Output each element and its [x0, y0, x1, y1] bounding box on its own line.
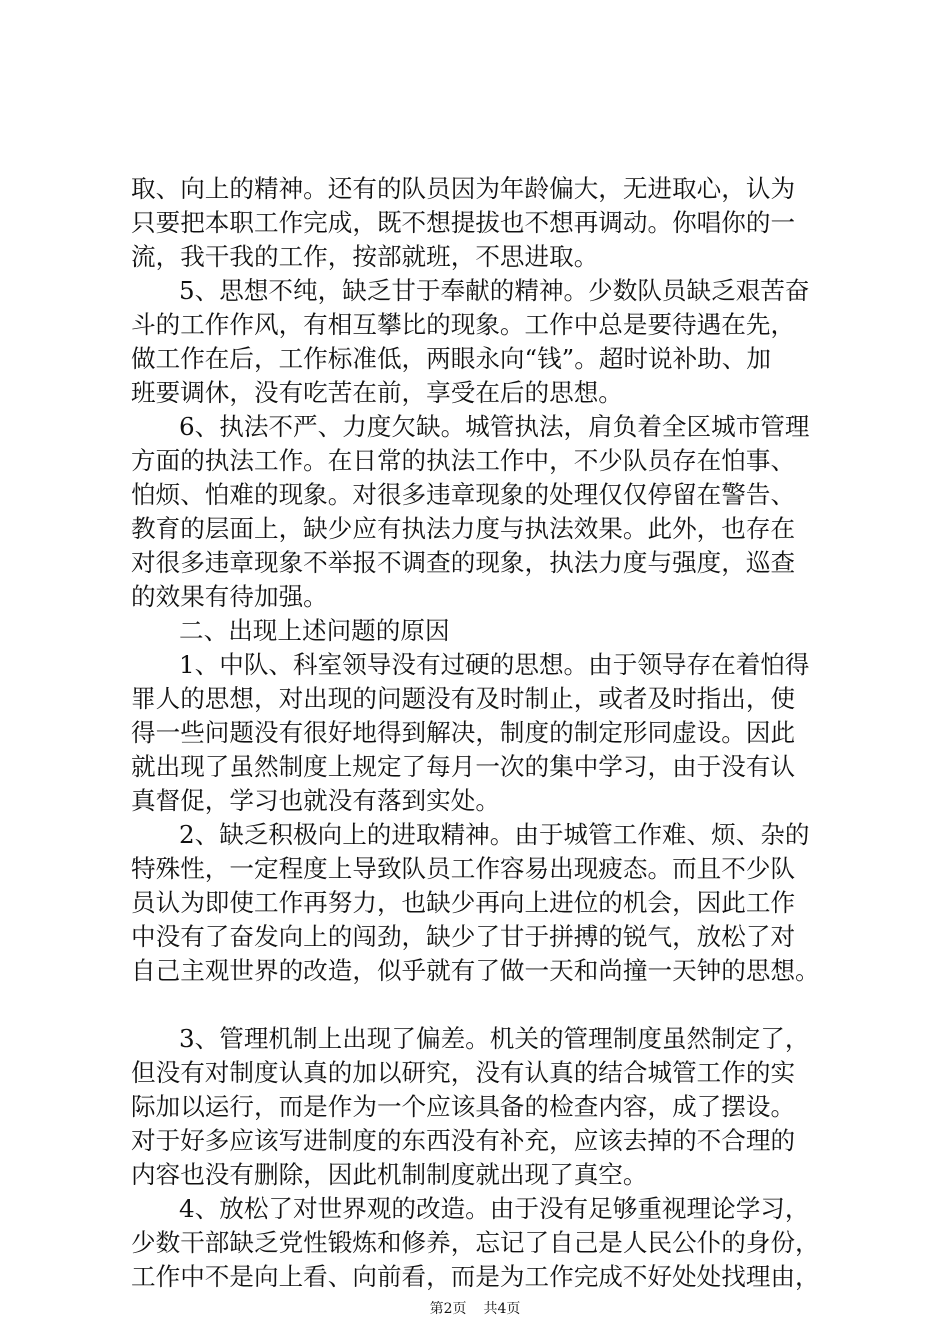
text-line: 工作中不是向上看、向前看，而是为工作完成不好处处找理由， [131, 1262, 820, 1291]
text-line: 5、思想不纯，缺乏甘于奉献的精神。少数队员缺乏艰苦奋 [179, 276, 810, 305]
text-line: 但没有对制度认真的加以研究，没有认真的结合城管工作的实 [131, 1058, 796, 1087]
text-line: 中没有了奋发向上的闯劲，缺少了甘于拼搏的锐气，放松了对 [131, 922, 796, 951]
text-line: 2、缺乏积极向上的进取精神。由于城管工作难、烦、杂的 [179, 820, 810, 849]
text-line: 内容也没有删除，因此机制制度就出现了真空。 [131, 1160, 648, 1189]
text-line: 斗的工作作风，有相互攀比的现象。工作中总是要待遇在先， [131, 310, 796, 339]
text-line: 得一些问题没有很好地得到解决，制度的制定形同虚设。因此 [131, 718, 796, 747]
text-line: 流，我干我的工作，按部就班，不思进取。 [131, 242, 599, 271]
text-line: 取、向上的精神。还有的队员因为年龄偏大，无进取心，认为 [131, 174, 796, 203]
document-body [131, 172, 831, 1294]
text-line: 做工作在后，工作标准低，两眼永向“钱”。超时说补助、加 [131, 344, 771, 373]
text-line: 员认为即使工作再努力，也缺少再向上进位的机会，因此工作 [131, 888, 796, 917]
page-number: 第2页 [429, 1301, 467, 1317]
text-line: 1、中队、科室领导没有过硬的思想。由于领导存在着怕得 [179, 650, 810, 679]
text-line: 罪人的思想，对出现的问题没有及时制止，或者及时指出，使 [131, 684, 796, 713]
page-total: 共4页 [483, 1301, 521, 1317]
text-line: 3、管理机制上出现了偏差。机关的管理制度虽然制定了， [179, 1024, 810, 1053]
text-line: 对于好多应该写进制度的东西没有补充，应该去掉的不合理的 [131, 1126, 796, 1155]
text-line [131, 988, 831, 1022]
text-line: 只要把本职工作完成，既不想提拔也不想再调动。你唱你的一 [131, 208, 796, 237]
page-footer [0, 1300, 950, 1318]
text-line: 4、放松了对世界观的改造。由于没有足够重视理论学习， [179, 1194, 810, 1223]
text-line: 际加以运行，而是作为一个应该具备的检查内容，成了摆设。 [131, 1092, 796, 1121]
text-line: 方面的执法工作。在日常的执法工作中，不少队员存在怕事、 [131, 446, 796, 475]
text-line: 怕烦、怕难的现象。对很多违章现象的处理仅仅停留在警告、 [131, 480, 796, 509]
text-line: 班要调休，没有吃苦在前，享受在后的思想。 [131, 378, 623, 407]
text-line: 对很多违章现象不举报不调查的现象，执法力度与强度，巡查 [131, 548, 796, 577]
text-line: 特殊性，一定程度上导致队员工作容易出现疲态。而且不少队 [131, 854, 796, 883]
text-line: 的效果有待加强。 [131, 582, 328, 611]
text-line: 教育的层面上，缺少应有执法力度与执法效果。此外，也存在 [131, 514, 796, 543]
text-line: 真督促，学习也就没有落到实处。 [131, 786, 500, 815]
text-line: 就出现了虽然制度上规定了每月一次的集中学习，由于没有认 [131, 752, 796, 781]
text-line: 自己主观世界的改造，似乎就有了做一天和尚撞一天钟的思想。 [131, 956, 820, 985]
text-line: 6、执法不严、力度欠缺。城管执法，肩负着全区城市管理 [179, 412, 810, 441]
text-line: 二、出现上述问题的原因 [179, 616, 450, 645]
text-line: 少数干部缺乏党性锻炼和修养，忘记了自己是人民公仆的身份， [131, 1228, 820, 1257]
